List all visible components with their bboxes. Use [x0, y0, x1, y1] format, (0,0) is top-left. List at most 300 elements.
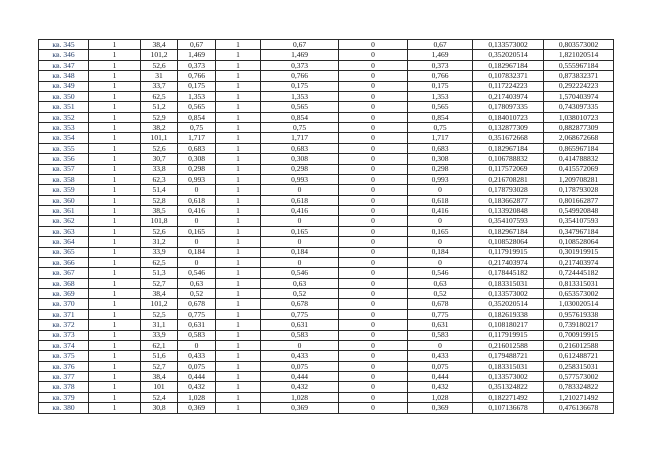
row-label: кв. 378	[39, 382, 89, 392]
table-cell: 0	[408, 185, 473, 195]
row-label: кв. 347	[39, 60, 89, 70]
table-cell: 0,217403974	[544, 257, 614, 267]
table-cell: 0,175	[178, 81, 216, 91]
table-cell: 1,469	[408, 50, 473, 60]
table-cell: 1,469	[178, 50, 216, 60]
table-cell: 0	[339, 309, 408, 319]
table-cell: 0,766	[261, 71, 339, 81]
table-cell: 0,546	[261, 268, 339, 278]
table-cell: 0,63	[408, 278, 473, 288]
table-cell: 52,5	[141, 309, 178, 319]
table-row	[39, 133, 614, 143]
table-cell: 0	[339, 278, 408, 288]
table-cell: 51,3	[141, 268, 178, 278]
table-cell: 1	[216, 247, 261, 257]
row-label: кв. 375	[39, 351, 89, 361]
table-cell: 0,308	[261, 154, 339, 164]
table-cell: 1	[216, 361, 261, 371]
table-cell: 0	[339, 71, 408, 81]
table-cell: 0,373	[178, 60, 216, 70]
table-cell: 0	[339, 340, 408, 350]
table-cell: 1,717	[408, 133, 473, 143]
table-cell: 0,683	[408, 143, 473, 153]
table-cell: 1	[89, 289, 141, 299]
table-cell: 0,182967184	[473, 143, 544, 153]
table-row	[39, 268, 614, 278]
table-cell: 0	[408, 237, 473, 247]
table-cell: 0,183315031	[473, 278, 544, 288]
table-cell: 1	[216, 309, 261, 319]
table-row	[39, 392, 614, 402]
table-cell: 0,618	[261, 195, 339, 205]
table-cell: 0,432	[261, 382, 339, 392]
table-cell: 1	[89, 361, 141, 371]
table-cell: 0,444	[408, 372, 473, 382]
table-cell: 1	[89, 91, 141, 101]
table-cell: 0,618	[408, 195, 473, 205]
table-cell: 1	[89, 216, 141, 226]
table-cell: 1	[216, 268, 261, 278]
table-cell: 1	[216, 257, 261, 267]
table-cell: 0,354107593	[544, 216, 614, 226]
table-cell: 1	[216, 112, 261, 122]
table-cell: 0,678	[178, 299, 216, 309]
apartments-table	[38, 39, 614, 414]
table-row	[39, 60, 614, 70]
table-cell: 1	[89, 226, 141, 236]
row-label: кв. 353	[39, 123, 89, 133]
table-cell: 1	[89, 81, 141, 91]
table-cell: 51,6	[141, 351, 178, 361]
table-cell: 0,873832371	[544, 71, 614, 81]
table-cell: 1	[216, 299, 261, 309]
table-cell: 1,353	[178, 91, 216, 101]
table-cell: 0,546	[408, 268, 473, 278]
table-cell: 0,678	[261, 299, 339, 309]
table-cell: 0,373	[408, 60, 473, 70]
table-cell: 0,577573002	[544, 372, 614, 382]
table-row	[39, 309, 614, 319]
table-cell: 1	[216, 174, 261, 184]
table-cell: 101,2	[141, 299, 178, 309]
table-cell: 1	[89, 102, 141, 112]
table-cell: 1,570403974	[544, 91, 614, 101]
table-cell: 1	[216, 226, 261, 236]
table-row	[39, 351, 614, 361]
table-cell: 0	[339, 289, 408, 299]
table-row	[39, 195, 614, 205]
table-cell: 33,8	[141, 164, 178, 174]
row-label: кв. 370	[39, 299, 89, 309]
row-label: кв. 373	[39, 330, 89, 340]
table-cell: 0,565	[408, 102, 473, 112]
row-label: кв. 346	[39, 50, 89, 60]
table-cell: 0	[339, 382, 408, 392]
table-cell: 0,803573002	[544, 40, 614, 50]
table-cell: 0,178445182	[473, 268, 544, 278]
table-cell: 0,565	[178, 102, 216, 112]
table-cell: 0,865967184	[544, 143, 614, 153]
row-label: кв. 379	[39, 392, 89, 402]
table-cell: 1	[89, 309, 141, 319]
row-label: кв. 372	[39, 320, 89, 330]
row-label: кв. 368	[39, 278, 89, 288]
table-cell: 1,353	[261, 91, 339, 101]
table-cell: 0,555967184	[544, 60, 614, 70]
table-cell: 0	[339, 268, 408, 278]
table-cell: 1,717	[261, 133, 339, 143]
table-cell: 0,106788832	[473, 154, 544, 164]
table-cell: 0,369	[178, 403, 216, 413]
table-cell: 0	[339, 60, 408, 70]
table-cell: 0,182619338	[473, 309, 544, 319]
table-cell: 0,133573002	[473, 372, 544, 382]
table-cell: 1	[89, 351, 141, 361]
table-cell: 1	[89, 237, 141, 247]
table-cell: 0	[178, 216, 216, 226]
table-cell: 1	[89, 206, 141, 216]
table-cell: 0	[339, 361, 408, 371]
table-cell: 0,775	[408, 309, 473, 319]
row-label: кв. 355	[39, 143, 89, 153]
table-cell: 0,075	[261, 361, 339, 371]
table-cell: 1	[216, 50, 261, 60]
table-cell: 2,068672668	[544, 133, 614, 143]
table-cell: 0,165	[178, 226, 216, 236]
table-cell: 1	[216, 185, 261, 195]
table-row	[39, 91, 614, 101]
table-cell: 0	[339, 133, 408, 143]
table-cell: 0,183315031	[473, 361, 544, 371]
table-cell: 0,416	[408, 206, 473, 216]
table-cell: 52,6	[141, 143, 178, 153]
table-cell: 0,184	[178, 247, 216, 257]
row-label: кв. 362	[39, 216, 89, 226]
table-cell: 0,373	[261, 60, 339, 70]
table-cell: 1,821020514	[544, 50, 614, 60]
table-cell: 0	[178, 237, 216, 247]
table-cell: 0,854	[261, 112, 339, 122]
table-cell: 30,8	[141, 403, 178, 413]
table-cell: 1,717	[178, 133, 216, 143]
table-cell: 0	[339, 91, 408, 101]
row-label: кв. 351	[39, 102, 89, 112]
row-label: кв. 349	[39, 81, 89, 91]
table-cell: 1	[89, 71, 141, 81]
table-cell: 52,6	[141, 60, 178, 70]
table-cell: 0,117224223	[473, 81, 544, 91]
table-cell: 0	[408, 340, 473, 350]
table-cell: 0,612488721	[544, 351, 614, 361]
table-cell: 0,133573002	[473, 40, 544, 50]
table-row	[39, 50, 614, 60]
table-cell: 1	[216, 289, 261, 299]
row-label: кв. 350	[39, 91, 89, 101]
table-cell: 0,217403974	[473, 91, 544, 101]
table-cell: 1	[216, 60, 261, 70]
table-cell: 1	[89, 164, 141, 174]
table-cell: 0	[339, 320, 408, 330]
table-cell: 62,3	[141, 174, 178, 184]
table-cell: 1	[216, 392, 261, 402]
table-row	[39, 206, 614, 216]
table-cell: 0,854	[178, 112, 216, 122]
table-cell: 0,351324822	[473, 382, 544, 392]
table-cell: 0,813315031	[544, 278, 614, 288]
table-cell: 0,165	[261, 226, 339, 236]
table-cell: 0,476136678	[544, 403, 614, 413]
table-cell: 1	[89, 247, 141, 257]
table-row	[39, 247, 614, 257]
table-cell: 0,075	[178, 361, 216, 371]
table-cell: 1	[216, 40, 261, 50]
table-cell: 31	[141, 71, 178, 81]
table-cell: 52,7	[141, 278, 178, 288]
table-cell: 0,63	[178, 278, 216, 288]
table-cell: 0	[339, 372, 408, 382]
table-cell: 0,775	[261, 309, 339, 319]
table-cell: 1	[89, 257, 141, 267]
table-cell: 0,75	[408, 123, 473, 133]
table-cell: 1	[89, 320, 141, 330]
table-cell: 0	[339, 257, 408, 267]
table-cell: 1,209708281	[544, 174, 614, 184]
table-cell: 0,369	[261, 403, 339, 413]
table-row	[39, 237, 614, 247]
table-row	[39, 102, 614, 112]
table-cell: 0,298	[261, 164, 339, 174]
table-cell: 0,175	[408, 81, 473, 91]
table-cell: 62,5	[141, 257, 178, 267]
table-cell: 1	[216, 382, 261, 392]
table-cell: 1,469	[261, 50, 339, 60]
table-cell: 1	[216, 330, 261, 340]
row-label: кв. 357	[39, 164, 89, 174]
row-label: кв. 374	[39, 340, 89, 350]
table-cell: 0	[339, 216, 408, 226]
table-row	[39, 289, 614, 299]
row-label: кв. 360	[39, 195, 89, 205]
table-cell: 62,1	[141, 340, 178, 350]
row-label: кв. 371	[39, 309, 89, 319]
table-cell: 0	[339, 81, 408, 91]
table-cell: 0,75	[178, 123, 216, 133]
table-cell: 0,117919915	[473, 247, 544, 257]
table-cell: 0,133920848	[473, 206, 544, 216]
table-cell: 0,354107593	[473, 216, 544, 226]
table-body	[39, 40, 614, 414]
table-cell: 0	[261, 257, 339, 267]
table-cell: 0,182967184	[473, 60, 544, 70]
table-cell: 0,631	[408, 320, 473, 330]
table-cell: 0	[339, 154, 408, 164]
table-cell: 0	[261, 237, 339, 247]
table-row	[39, 320, 614, 330]
table-row	[39, 299, 614, 309]
table-cell: 0,216708281	[473, 174, 544, 184]
table-cell: 0,352020514	[473, 50, 544, 60]
table-row	[39, 340, 614, 350]
table-cell: 0,67	[178, 40, 216, 50]
table-cell: 0,653573002	[544, 289, 614, 299]
table-cell: 1	[216, 403, 261, 413]
table-cell: 1	[216, 81, 261, 91]
table-cell: 1	[89, 268, 141, 278]
table-cell: 0,414788832	[544, 154, 614, 164]
table-row	[39, 154, 614, 164]
table-cell: 0,993	[178, 174, 216, 184]
table-cell: 0,631	[178, 320, 216, 330]
table-cell: 0,565	[261, 102, 339, 112]
table-row	[39, 123, 614, 133]
table-cell: 0	[339, 247, 408, 257]
table-cell: 0,67	[261, 40, 339, 50]
row-label: кв. 361	[39, 206, 89, 216]
table-cell: 0	[261, 216, 339, 226]
table-cell: 0,444	[178, 372, 216, 382]
table-cell: 0,132877309	[473, 123, 544, 133]
table-cell: 0	[339, 392, 408, 402]
table-cell: 0,432	[408, 382, 473, 392]
table-cell: 0,63	[261, 278, 339, 288]
table-cell: 1	[216, 351, 261, 361]
table-row	[39, 40, 614, 50]
table-cell: 0,432	[178, 382, 216, 392]
table-cell: 0,52	[178, 289, 216, 299]
table-row	[39, 403, 614, 413]
table-cell: 0,298	[178, 164, 216, 174]
table-cell: 0,618	[178, 195, 216, 205]
table-cell: 0,117572069	[473, 164, 544, 174]
row-label: кв. 369	[39, 289, 89, 299]
table-cell: 1	[89, 185, 141, 195]
table-cell: 0,433	[408, 351, 473, 361]
table-cell: 101,2	[141, 50, 178, 60]
row-label: кв. 352	[39, 112, 89, 122]
table-cell: 0,184010723	[473, 112, 544, 122]
table-row	[39, 257, 614, 267]
table-cell: 52,8	[141, 195, 178, 205]
table-cell: 0,178793028	[544, 185, 614, 195]
table-cell: 0,308	[178, 154, 216, 164]
table-cell: 1	[89, 154, 141, 164]
table-cell: 1	[89, 330, 141, 340]
table-cell: 0,351672668	[473, 133, 544, 143]
table-cell: 0	[339, 50, 408, 60]
table-cell: 30,7	[141, 154, 178, 164]
table-cell: 0	[339, 123, 408, 133]
table-cell: 0	[339, 330, 408, 340]
table-cell: 1	[216, 372, 261, 382]
table-cell: 0,369	[408, 403, 473, 413]
table-cell: 1	[216, 206, 261, 216]
table-cell: 1	[89, 392, 141, 402]
row-label: кв. 345	[39, 40, 89, 50]
table-cell: 31,2	[141, 237, 178, 247]
table-cell: 0,546	[178, 268, 216, 278]
table-cell: 1,038010723	[544, 112, 614, 122]
row-label: кв. 363	[39, 226, 89, 236]
table-cell: 0,583	[178, 330, 216, 340]
table-cell: 1	[89, 372, 141, 382]
table-cell: 33,9	[141, 330, 178, 340]
table-cell: 31,1	[141, 320, 178, 330]
table-cell: 0	[339, 185, 408, 195]
table-cell: 1,030020514	[544, 299, 614, 309]
row-label: кв. 359	[39, 185, 89, 195]
table-cell: 0	[261, 185, 339, 195]
table-cell: 0,178097335	[473, 102, 544, 112]
table-cell: 0,52	[261, 289, 339, 299]
table-row	[39, 372, 614, 382]
table-cell: 1	[89, 340, 141, 350]
table-cell: 0,217403974	[473, 257, 544, 267]
table-cell: 0,179488721	[473, 351, 544, 361]
row-label: кв. 358	[39, 174, 89, 184]
table-cell: 1,210271492	[544, 392, 614, 402]
table-cell: 0,182271492	[473, 392, 544, 402]
table-cell: 1	[216, 278, 261, 288]
row-label: кв. 364	[39, 237, 89, 247]
table-cell: 0,075	[408, 361, 473, 371]
table-cell: 1	[89, 60, 141, 70]
table-row	[39, 361, 614, 371]
table-cell: 0,184	[261, 247, 339, 257]
table-cell: 0	[339, 403, 408, 413]
table-cell: 0,216012588	[544, 340, 614, 350]
table-cell: 1,028	[408, 392, 473, 402]
table-cell: 0,743097335	[544, 102, 614, 112]
table-cell: 1	[216, 216, 261, 226]
table-cell: 52,7	[141, 361, 178, 371]
table-cell: 0,766	[408, 71, 473, 81]
table-cell: 0,175	[261, 81, 339, 91]
table-cell: 1	[216, 71, 261, 81]
table-cell: 38,4	[141, 372, 178, 382]
table-cell: 38,5	[141, 206, 178, 216]
table-cell: 38,2	[141, 123, 178, 133]
table-cell: 0,298	[408, 164, 473, 174]
table-cell: 1	[89, 403, 141, 413]
table-cell: 0,352020514	[473, 299, 544, 309]
table-cell: 0,993	[408, 174, 473, 184]
table-cell: 0,415572069	[544, 164, 614, 174]
table-cell: 0,801662877	[544, 195, 614, 205]
table-cell: 0	[408, 257, 473, 267]
table-cell: 0,631	[261, 320, 339, 330]
table-cell: 1	[216, 195, 261, 205]
table-cell: 1	[216, 91, 261, 101]
table-cell: 0,783324822	[544, 382, 614, 392]
table-row	[39, 185, 614, 195]
table-cell: 0,108528064	[544, 237, 614, 247]
table-cell: 51,4	[141, 185, 178, 195]
table-cell: 0,433	[261, 351, 339, 361]
table-cell: 1	[89, 50, 141, 60]
table-cell: 0,882877309	[544, 123, 614, 133]
table-cell: 0,67	[408, 40, 473, 50]
table-row	[39, 143, 614, 153]
table-cell: 1	[216, 133, 261, 143]
table-cell: 52,6	[141, 226, 178, 236]
table-cell: 0,107832371	[473, 71, 544, 81]
row-label: кв. 377	[39, 372, 89, 382]
table-cell: 0,433	[178, 351, 216, 361]
table-cell: 0,700919915	[544, 330, 614, 340]
table-cell: 0,683	[261, 143, 339, 153]
table-cell: 33,9	[141, 247, 178, 257]
table-cell: 1	[216, 154, 261, 164]
